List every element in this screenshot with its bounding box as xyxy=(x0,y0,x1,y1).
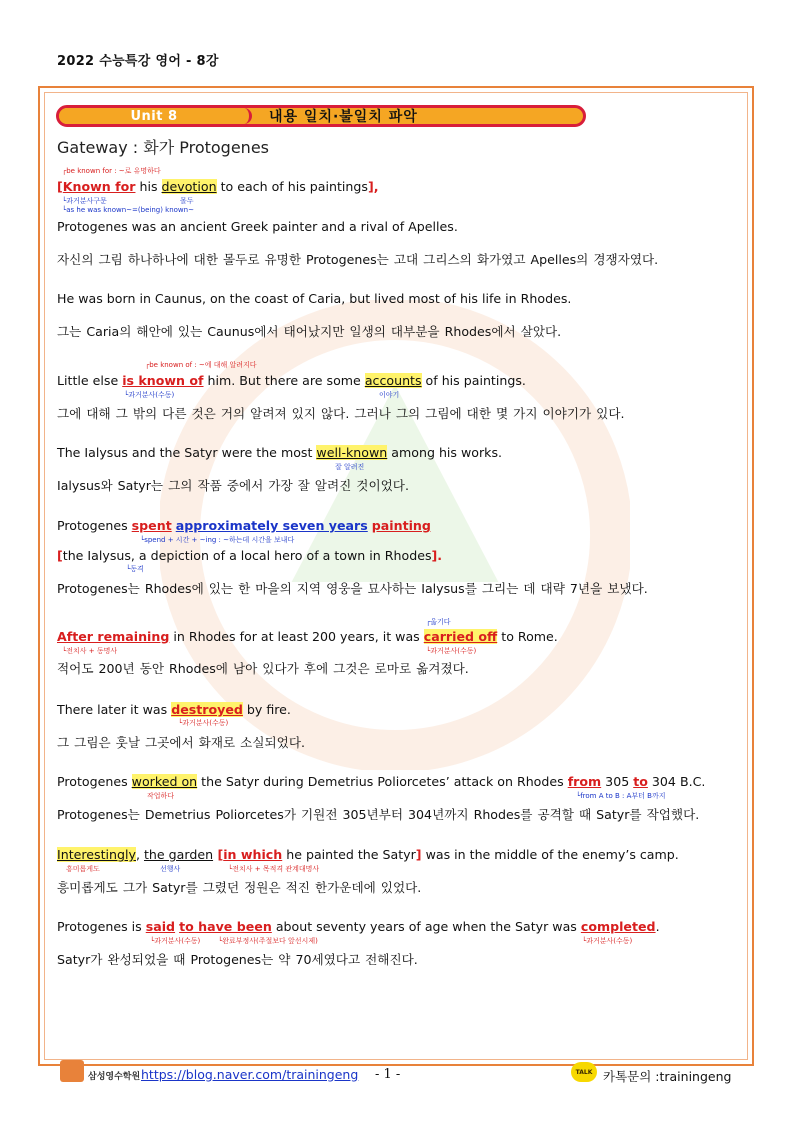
unit-banner xyxy=(56,105,586,127)
annotation: 작업하다 xyxy=(147,792,175,800)
page-number: - 1 - xyxy=(375,1067,401,1082)
page-title: 2022 수능특강 영어 - 8강 xyxy=(57,54,219,69)
annotation: ┌be known of : ~에 대해 알려지다 xyxy=(145,361,257,369)
annotation: └과거분사(수동) xyxy=(426,647,477,655)
annotation: └as he was known~=(being) known~ xyxy=(62,206,194,214)
annotation: └전치사 + 동명사 xyxy=(62,647,118,655)
sentence-en: Protogenes is said to have been about seventy years of age when the Satyr was completed. xyxy=(57,919,660,934)
sentence-en: Little else is known of him. But there are some accounts of his paintings. xyxy=(57,373,526,388)
academy-logo-icon xyxy=(60,1060,84,1082)
sentence-ko: 그에 대해 그 밖의 다른 것은 거의 알려져 있지 않다. 그러나 그의 그림에 대한 몇 가지 이야기가 있다. xyxy=(57,406,625,421)
sentence-ko: 그 그림은 훗날 그곳에서 화재로 소실되었다. xyxy=(57,735,305,750)
academy-name: 삼성영수학원 xyxy=(88,1072,141,1082)
sentence-en: Protogenes worked on the Satyr during Demetrius Poliorcetes’ attack on Rhodes from 305 to 304 B.C. xyxy=(57,774,706,789)
annotation: 잘 알려진 xyxy=(335,463,365,471)
annotation: ┌be known for : ~로 유명하다 xyxy=(62,167,161,175)
sentence-ko: 적어도 200년 동안 Rhodes에 남아 있다가 후에 그것은 로마로 옮겨졌다. xyxy=(57,661,469,676)
kakaotalk-icon: TALK xyxy=(571,1062,597,1082)
unit-topic: 내용 일치·불일치 파악 xyxy=(269,109,418,125)
annotation: └과거분사구문 xyxy=(62,197,107,205)
sentence-en: He was born in Caunus, on the coast of Caria, but lived most of his life in Rhodes. xyxy=(57,291,572,306)
sentence-en: After remaining in Rhodes for at least 200 years, it was carried off to Rome. xyxy=(57,629,558,644)
sentence-en: The Ialysus and the Satyr were the most well-known among his works. xyxy=(57,445,503,460)
annotation: └과거분사(수동) xyxy=(124,391,175,399)
sentence-en: Protogenes was an ancient Greek painter and a rival of Apelles. xyxy=(57,219,458,234)
annotation: └동격 xyxy=(126,565,144,573)
annotation: └spend + 시간 + ~ing : ~하는데 시간을 보내다 xyxy=(140,536,295,544)
annotation: 몰두 xyxy=(180,197,194,205)
sentence-en: [Known for his devotion to each of his paintings], xyxy=(57,179,379,194)
annotation: └from A to B : A부터 B까지 xyxy=(576,792,666,800)
kakao-contact: 카톡문의 :trainingeng xyxy=(603,1069,732,1084)
annotation: 흥미롭게도 xyxy=(66,865,100,873)
annotation: └완료부정사(주절보다 앞선시제) xyxy=(218,937,318,945)
blog-link[interactable]: https://blog.naver.com/trainingeng xyxy=(141,1067,359,1082)
sentence-ko: 자신의 그림 하나하나에 대한 몰두로 유명한 Protogenes는 고대 그리스의 화가였고 Apelles의 경쟁자였다. xyxy=(57,252,659,267)
annotation: └과거분사(수동) xyxy=(178,719,229,727)
sentence-en: [the Ialysus, a depiction of a local hero of a town in Rhodes]. xyxy=(57,548,443,563)
annotation: ┌옮기다 xyxy=(426,618,451,626)
annotation: └전치사 + 목적격 관계대명사 xyxy=(228,865,320,873)
sentence-ko: Satyr가 완성되었을 때 Protogenes는 약 70세였다고 전해진다. xyxy=(57,952,418,967)
sentence-en: Interestingly, the garden [in which he painted the Satyr] was in the middle of the enemy’s camp. xyxy=(57,847,679,862)
sentence-ko: Protogenes는 Demetrius Poliorcetes가 기원전 305년부터 304년까지 Rhodes를 공격할 때 Satyr를 작업했다. xyxy=(57,807,700,822)
gateway-title: Gateway : 화가 Protogenes xyxy=(57,138,270,157)
sentence-ko: Protogenes는 Rhodes에 있는 한 마을의 지역 영웅을 묘사하는 Ialysus를 그리는 데 대략 7년을 보냈다. xyxy=(57,581,648,596)
unit-label: Unit 8 xyxy=(59,108,252,124)
annotation: 선행사 xyxy=(160,865,181,873)
sentence-ko: 그는 Caria의 해안에 있는 Caunus에서 태어났지만 일생의 대부분을 Rhodes에서 살았다. xyxy=(57,324,562,339)
sentence-ko: Ialysus와 Satyr는 그의 작품 중에서 가장 잘 알려진 것이었다. xyxy=(57,478,409,493)
sentence-en: Protogenes spent approximately seven years painting xyxy=(57,518,431,533)
annotation: └과거분사(수동) xyxy=(150,937,201,945)
annotation: 이야기 xyxy=(379,391,400,399)
sentence-ko: 흥미롭게도 그가 Satyr를 그렸던 정원은 적진 한가운데에 있었다. xyxy=(57,880,422,895)
annotation: └과거분사(수동) xyxy=(582,937,633,945)
sentence-en: There later it was destroyed by fire. xyxy=(57,702,291,717)
